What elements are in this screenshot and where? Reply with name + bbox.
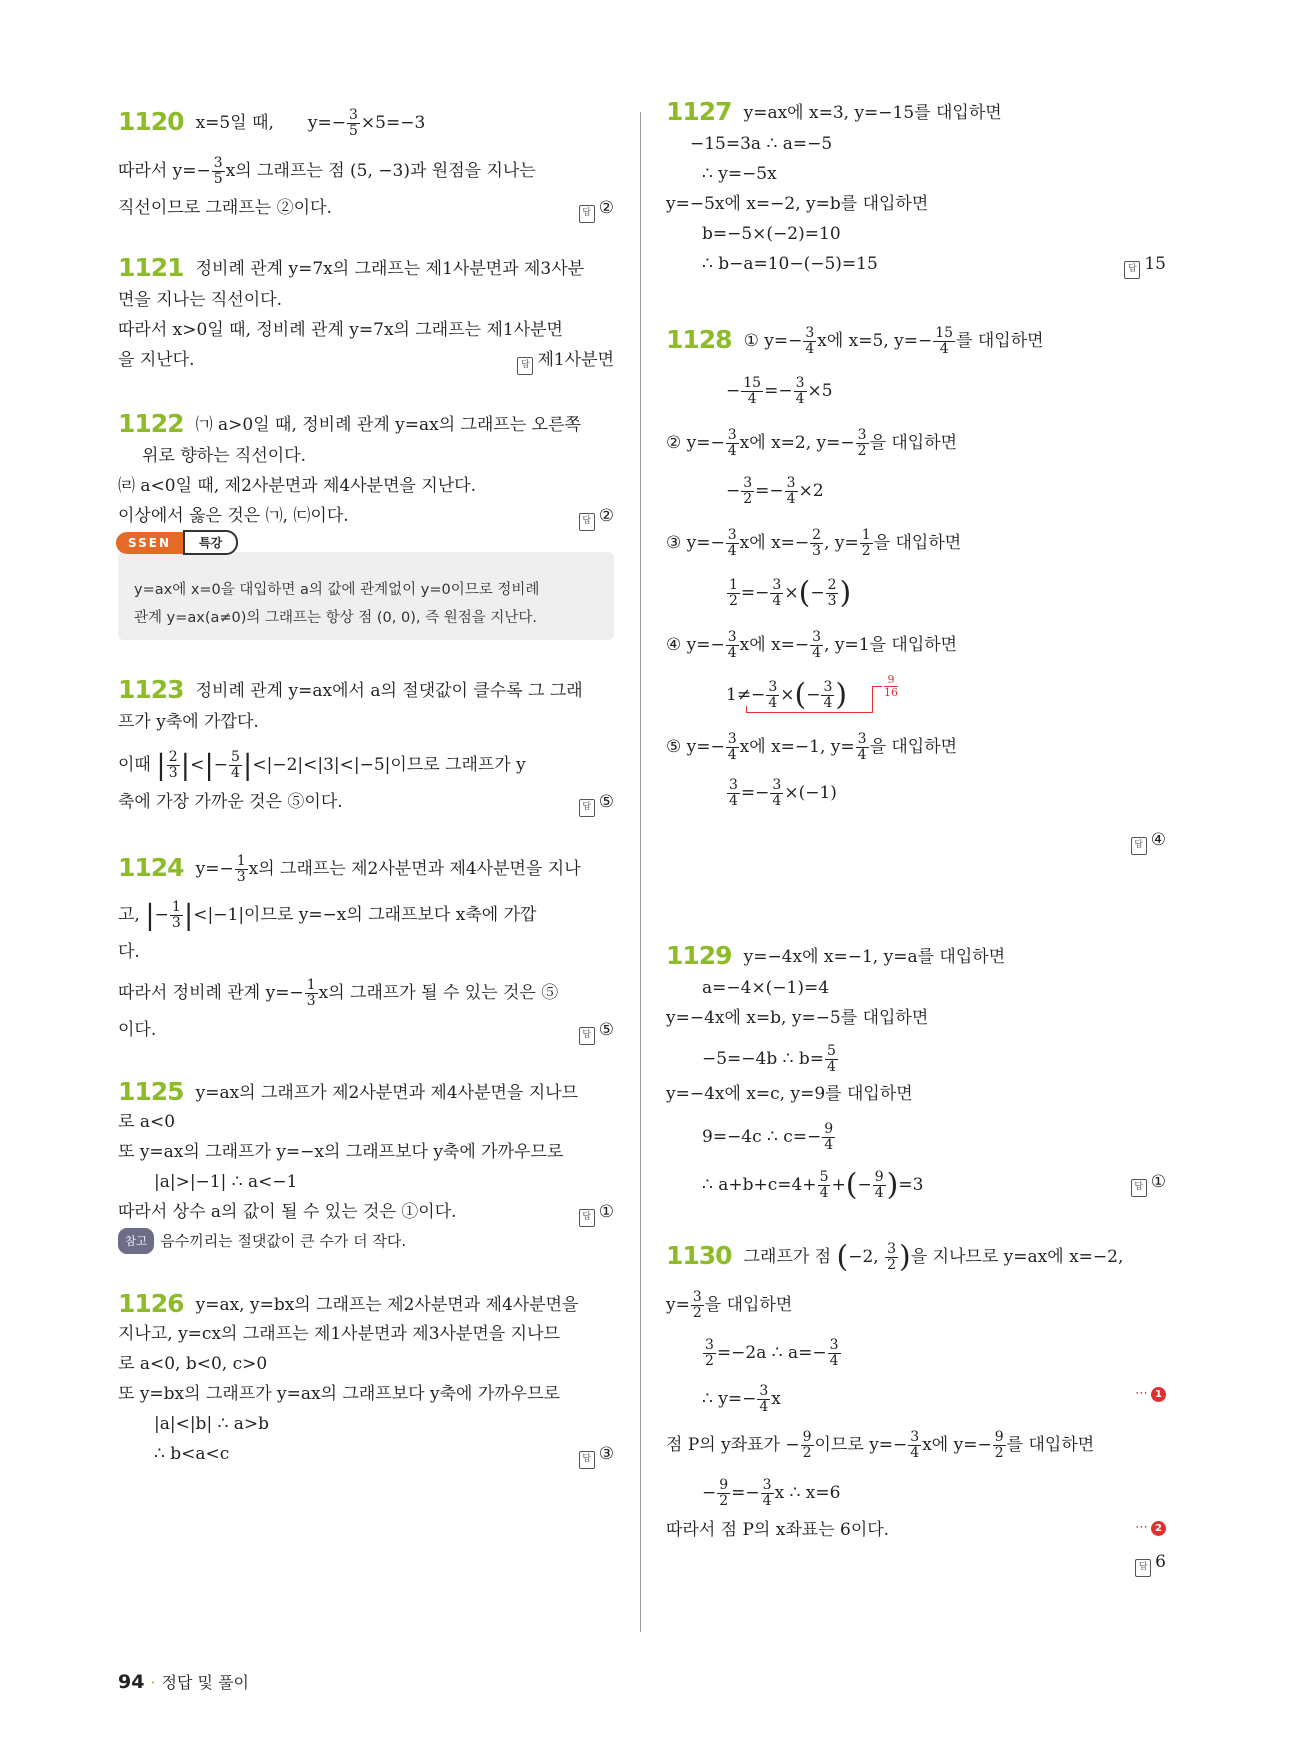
note-tag: 참고 [118,1228,154,1254]
fraction: $\frac{3}{5}$ [213,155,223,187]
line: ∴ b<a<c [154,1444,230,1464]
answer [579,1200,614,1227]
line: $\frac{3}{2}$ =−2a ∴ a=− $\frac{3}{4}$ [705,1337,839,1369]
line: −15=3a ∴ a=−5 [690,134,833,154]
text: 따라서 정비례 관계 y=− [118,983,304,1003]
answer [579,504,614,531]
line: y=−4x에 x=c, y=9를 대입하면 [666,1084,913,1104]
fraction: $\frac{3}{4}$ [729,777,738,809]
text: y=ax에 x=3, y=−15를 대입하면 [743,103,1002,123]
answer-icon: 답 [579,1209,595,1227]
line: 이때 | $\frac{2}{3}$ |<|− $\frac{5}{4}$ |<|−2|<|3|<|−5|이므로 그래프가 y [118,748,526,782]
fraction: $\frac{9}{4}$ [874,1169,884,1201]
text: x의 그래프가 될 수 있는 것은 ⑤ [318,983,559,1003]
line: 따라서 상수 a의 값이 될 수 있는 것은 ①이다. [118,1202,457,1222]
line: ∴ y=− $\frac{3}{4}$ x [702,1383,781,1415]
line [118,675,583,704]
line: 고, |− $\frac{1}{3}$ |<|−1|이므로 y=−x의 그래프보다 x축에 가깝 [118,898,537,932]
step-marker: ⋯ 2 [1135,1520,1166,1536]
line: y=−5x에 x=−2, y=b를 대입하면 [666,194,929,214]
fraction: $\frac{3}{4}$ [727,527,737,559]
problem-number: 1124 [118,853,184,882]
line: 로 a<0, b<0, c>0 [118,1354,268,1374]
line: 직선이므로 그래프는 ②이다. [118,198,332,218]
fraction: $\frac{2}{3}$ [168,749,178,781]
step-number: 1 [1151,1387,1166,1402]
line: b=−5×(−2)=10 [702,224,841,244]
text: <|−1|이므로 y=−x의 그래프보다 x축에 가깝 [193,905,537,925]
annotation-bracket [872,686,873,712]
fraction: $\frac{3}{4}$ [829,1337,839,1369]
answer [579,196,614,223]
fraction: $\frac{5}{4}$ [231,749,240,781]
ssen-tag [116,530,238,556]
answer-value: ④ [1150,830,1166,850]
page-number: 94 [118,1671,145,1693]
answer [1124,252,1166,279]
line: $\frac{3}{4}$ =− $\frac{3}{4}$ ×(−1) [729,777,837,809]
text: x의 그래프는 제2사분면과 제4사분면을 지나 [248,859,581,879]
problem-number: 1128 [666,325,732,354]
line: $\frac{1}{2}$ =− $\frac{3}{4}$ ×(− $\frac{2}{3}$ ) [729,575,852,611]
text: x의 그래프는 점 (5, −3)과 원점을 지나는 [225,161,536,181]
annotation-bracket [872,686,882,687]
answer-value: ② [598,506,614,526]
line: 1≠− $\frac{3}{4}$ ×(− $\frac{3}{4}$ ) [726,677,848,713]
ssen-panel [118,536,614,640]
line: ③ y=− $\frac{3}{4}$ x에 x=− $\frac{2}{3}$ , y= $\frac{1}{2}$ 을 대입하면 [666,527,962,559]
line: 프가 y축에 가깝다. [118,712,259,732]
answer-icon: 답 [1131,837,1147,855]
line: 9=−4c ∴ c=− $\frac{9}{4}$ [702,1121,834,1153]
fraction: $\frac{1}{3}$ [306,977,316,1009]
fraction: $\frac{3}{2}$ [743,475,753,507]
section-title: 정답 및 풀이 [161,1673,249,1692]
answer-icon: 답 [579,1027,595,1045]
line: 또 y=bx의 그래프가 y=ax의 그래프보다 y축에 가까우므로 [118,1384,560,1404]
column-divider [640,112,641,1632]
text: y=ax의 그래프가 제2사분면과 제4사분면을 지나므 [195,1083,579,1103]
fraction: $\frac{1}{3}$ [236,853,246,885]
page-footer [118,1670,249,1693]
text: 고, [118,905,140,925]
tag-label: 특강 [183,530,238,555]
fraction: $\frac{5}{4}$ [827,1043,836,1075]
fraction: $\frac{3}{4}$ [768,679,778,711]
line: 면을 지나는 직선이다. [118,290,283,310]
line: − $\frac{3}{2}$ =− $\frac{3}{4}$ ×2 [726,475,824,507]
line: 또 y=ax의 그래프가 y=−x의 그래프보다 y축에 가까우므로 [118,1142,564,1162]
answer [1131,828,1166,855]
text: y=− [195,859,234,879]
step-marker: ⋯ 1 [1135,1386,1166,1402]
line [118,1077,579,1106]
line: 이상에서 옳은 것은 ㈀, ㈂이다. [118,506,349,526]
fraction: $\frac{3}{2}$ [705,1337,714,1369]
answer [579,790,614,817]
answer-value: ② [598,198,614,218]
text: x=5일 때, [195,113,274,133]
line: y= $\frac{3}{2}$ 을 대입하면 [666,1289,793,1321]
step-number: 2 [1151,1521,1166,1536]
problem-number: 1121 [118,253,184,282]
text: − [213,755,228,775]
fraction: $\frac{3}{4}$ [727,427,737,459]
fraction: $\frac{15}{4}$ [935,325,954,357]
line [666,97,1002,126]
fraction: $\frac{2}{3}$ [812,527,822,559]
line: 관계 y=ax(a≠0)의 그래프는 항상 점 (0, 0), 즉 원점을 지난다. [134,610,537,626]
line: 1130 그래프가 점 (−2, $\frac{3}{2}$ )을 지나므로 y=ax에 x=−2, [666,1239,1124,1275]
line: 위로 향하는 직선이다. [142,446,307,466]
line [118,854,581,885]
answer-value: ⑤ [598,1020,614,1040]
line: ④ y=− $\frac{3}{4}$ x에 x=− $\frac{3}{4}$ , y=1을 대입하면 [666,629,958,661]
line: y=−4x에 x=b, y=−5를 대입하면 [666,1008,929,1028]
fraction: $\frac{9}{2}$ [802,1429,812,1461]
line: 따라서 점 P의 x좌표는 6이다. [666,1520,890,1540]
text: ×5=−3 [360,113,426,133]
text: 정비례 관계 y=7x의 그래프는 제1사분면과 제3사분 [195,259,585,279]
annotation-bracket [746,706,873,713]
problem-number: 1127 [666,97,732,126]
line: ∴ b−a=10−(−5)=15 [702,254,878,274]
problem-number: 1122 [118,409,184,438]
answer-value: 제1사분면 [537,350,614,370]
problem-number: 1125 [118,1077,184,1106]
fraction: $\frac{3}{4}$ [805,325,815,357]
answer-value: ③ [598,1444,614,1464]
fraction: $\frac{9}{2}$ [994,1429,1004,1461]
text: − [154,905,169,925]
line [118,1289,579,1318]
line: 1128 ① y=− $\frac{3}{4}$ x에 x=5, y=− $\frac{15}{4}$ 를 대입하면 [666,325,1044,357]
fraction: $\frac{9}{2}$ [719,1477,729,1509]
fraction: $\frac{2}{3}$ [827,577,837,609]
answer-value: 15 [1144,254,1166,274]
fraction: $\frac{1}{2}$ [729,577,738,609]
separator: · [150,1673,156,1692]
answer [1131,1170,1166,1197]
fraction: $\frac{3}{4}$ [812,629,822,661]
answer-icon: 답 [579,1451,595,1469]
note-line [118,1228,406,1254]
line: − $\frac{15}{4}$ =− $\frac{3}{4}$ ×5 [726,375,833,407]
fraction: $\frac{3}{4}$ [727,731,737,763]
fraction: $\frac{1}{3}$ [171,899,181,931]
fraction: $\frac{3}{4}$ [786,475,796,507]
fraction: $\frac{3}{4}$ [795,375,805,407]
fraction: $\frac{3}{4}$ [823,679,833,711]
text: <|−2|<|3|<|−5|이므로 그래프가 y [252,755,526,775]
line: 이다. [118,1020,157,1040]
line: y=ax에 x=0을 대입하면 a의 값에 관계없이 y=0이므로 정비례 [134,582,540,598]
text: < [190,755,205,775]
fraction: $\frac{3}{4}$ [772,577,782,609]
problem-number: 1120 [118,107,184,136]
fraction: $\frac{3}{4}$ [759,1383,769,1415]
line [118,978,558,1009]
answer-icon: 답 [1124,261,1140,279]
answer-value: ⑤ [598,792,614,812]
fraction: $\frac{3}{2}$ [857,427,867,459]
line: − $\frac{9}{2}$ =− $\frac{3}{4}$ x ∴ x=6 [702,1477,841,1509]
text: y=− [307,113,346,133]
fraction: $\frac{3}{2}$ [887,1241,897,1273]
answer [517,348,614,375]
answer [579,1018,614,1045]
text: 따라서 y=− [118,161,211,181]
answer-icon: 답 [1135,1559,1151,1577]
fraction: $\frac{3}{4}$ [772,777,782,809]
fraction: $\frac{3}{4}$ [857,731,867,763]
answer-icon: 답 [579,205,595,223]
text: 이때 [118,755,151,775]
answer [1135,1550,1166,1577]
fraction: $\frac{1}{2}$ [861,527,871,559]
line: 을 지난다. [118,350,195,370]
text: y=ax, y=bx의 그래프는 제2사분면과 제4사분면을 [195,1295,579,1315]
answer-value: ① [1150,1172,1166,1192]
line: ⑤ y=− $\frac{3}{4}$ x에 x=−1, y= $\frac{3}{4}$ 을 대입하면 [666,731,958,763]
text: ㈀ a>0일 때, 정비례 관계 y=ax의 그래프는 오른쪽 [195,415,581,435]
annotation-fraction: 9 16 [884,673,898,699]
line: ∴ y=−5x [702,164,777,184]
line: 따라서 x>0일 때, 정비례 관계 y=7x의 그래프는 제1사분면 [118,320,563,340]
line: 로 a<0 [118,1112,176,1132]
problem-number: 1129 [666,941,732,970]
answer-icon: 답 [579,513,595,531]
fraction: $\frac{3}{5}$ [349,107,358,139]
line [118,108,425,139]
line: |a|>|−1| ∴ a<−1 [154,1172,298,1192]
answer-value: 6 [1155,1552,1166,1572]
note-text: 음수끼리는 절댓값이 큰 수가 더 작다. [160,1232,407,1250]
line: ㈃ a<0일 때, 제2사분면과 제4사분면을 지난다. [118,476,476,496]
problem-number: 1130 [666,1241,732,1270]
answer [579,1442,614,1469]
answer-icon: 답 [517,357,533,375]
line: −5=−4b ∴ b= $\frac{5}{4}$ [702,1043,836,1075]
fraction: $\frac{5}{4}$ [819,1169,829,1201]
fraction: $\frac{15}{4}$ [743,375,762,407]
line: ∴ a+b+c=4+ $\frac{5}{4}$ +(− $\frac{9}{4}$ )=3 [702,1167,924,1203]
answer-icon: 답 [579,799,595,817]
text: 정비례 관계 y=ax에서 a의 절댓값이 클수록 그 그래 [195,681,583,701]
problem-number: 1123 [118,675,184,704]
fraction: $\frac{3}{4}$ [762,1477,772,1509]
line: 지나고, y=cx의 그래프는 제1사분면과 제3사분면을 지나므 [118,1324,560,1344]
fraction: $\frac{3}{2}$ [692,1289,702,1321]
answer-value: ① [598,1202,614,1222]
text: y=−4x에 x=−1, y=a를 대입하면 [743,947,1006,967]
line [666,941,1006,970]
line: a=−4×(−1)=4 [702,978,830,998]
line: ② y=− $\frac{3}{4}$ x에 x=2, y=− $\frac{3}{2}$ 을 대입하면 [666,427,958,459]
line [118,156,536,187]
tag-label: SSEN [116,532,185,554]
line: 다. [118,942,140,962]
fraction: $\frac{3}{4}$ [910,1429,920,1461]
line: 점 P의 y좌표가 − $\frac{9}{2}$ 이므로 y=− $\frac{3}{4}$ x에 y=− $\frac{9}{2}$ 를 대입하면 [666,1429,1095,1461]
line [118,253,585,282]
line: 축에 가장 가까운 것은 ⑤이다. [118,792,343,812]
line: |a|<|b| ∴ a>b [154,1414,270,1434]
fraction: $\frac{9}{4}$ [824,1121,834,1153]
line [118,409,581,438]
fraction: $\frac{3}{4}$ [727,629,737,661]
problem-number: 1126 [118,1289,184,1318]
answer-icon: 답 [1131,1179,1147,1197]
